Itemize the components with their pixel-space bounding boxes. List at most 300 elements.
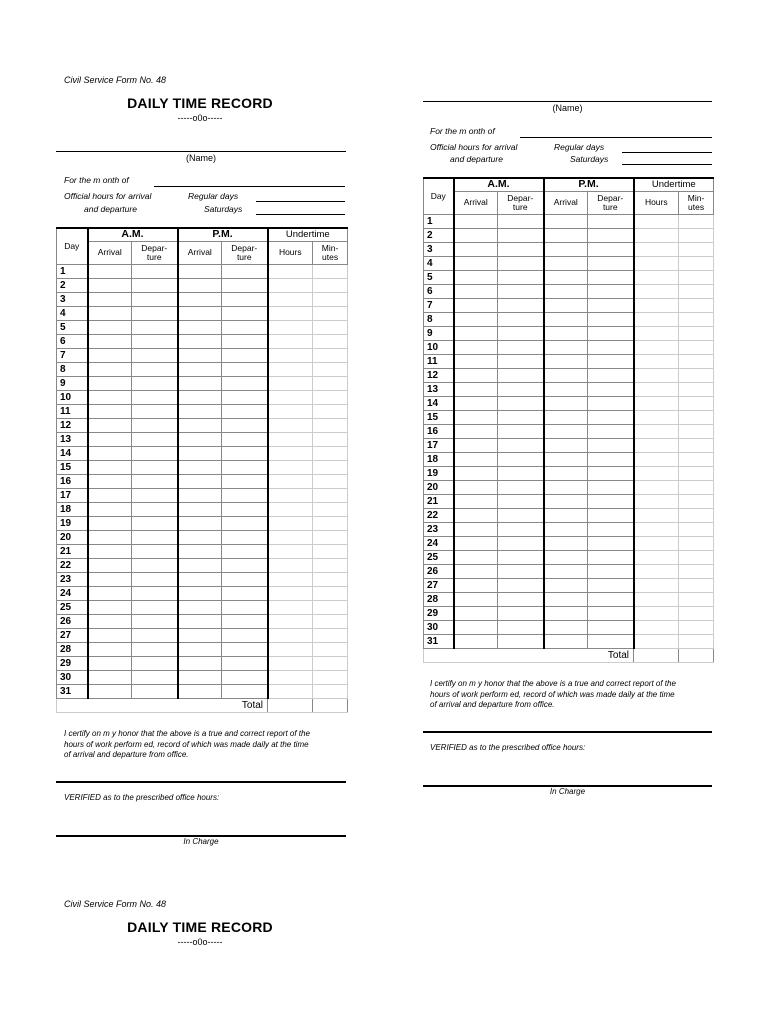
am-departure-cell[interactable] xyxy=(132,446,178,460)
total-hours-cell[interactable] xyxy=(634,648,679,662)
am-arrival-cell[interactable] xyxy=(88,628,132,642)
undertime-minutes-cell[interactable] xyxy=(313,642,348,656)
pm-departure-cell[interactable] xyxy=(222,530,268,544)
undertime-hours-cell[interactable] xyxy=(268,418,313,432)
undertime-minutes-cell[interactable] xyxy=(313,488,348,502)
pm-arrival-cell[interactable] xyxy=(544,298,588,312)
am-arrival-cell[interactable] xyxy=(454,620,498,634)
am-arrival-cell[interactable] xyxy=(88,684,132,698)
undertime-minutes-cell[interactable] xyxy=(679,340,714,354)
undertime-hours-cell[interactable] xyxy=(268,390,313,404)
pm-arrival-cell[interactable] xyxy=(544,564,588,578)
pm-departure-cell[interactable] xyxy=(588,606,634,620)
pm-departure-cell[interactable] xyxy=(588,312,634,326)
am-departure-cell[interactable] xyxy=(132,670,178,684)
am-arrival-cell[interactable] xyxy=(88,404,132,418)
undertime-minutes-cell[interactable] xyxy=(313,404,348,418)
am-arrival-cell[interactable] xyxy=(454,298,498,312)
total-minutes-cell[interactable] xyxy=(679,648,714,662)
am-departure-cell[interactable] xyxy=(132,292,178,306)
undertime-hours-cell[interactable] xyxy=(634,382,679,396)
pm-departure-cell[interactable] xyxy=(222,362,268,376)
name-line[interactable] xyxy=(56,151,346,152)
pm-departure-cell[interactable] xyxy=(588,578,634,592)
pm-departure-cell[interactable] xyxy=(222,628,268,642)
am-arrival-cell[interactable] xyxy=(454,634,498,648)
regular-days-line[interactable] xyxy=(256,201,345,202)
pm-arrival-cell[interactable] xyxy=(178,404,222,418)
am-departure-cell[interactable] xyxy=(132,460,178,474)
undertime-minutes-cell[interactable] xyxy=(679,620,714,634)
pm-arrival-cell[interactable] xyxy=(178,628,222,642)
pm-arrival-cell[interactable] xyxy=(178,684,222,698)
undertime-hours-cell[interactable] xyxy=(634,368,679,382)
undertime-hours-cell[interactable] xyxy=(268,488,313,502)
undertime-hours-cell[interactable] xyxy=(268,586,313,600)
undertime-hours-cell[interactable] xyxy=(634,326,679,340)
undertime-minutes-cell[interactable] xyxy=(313,348,348,362)
am-arrival-cell[interactable] xyxy=(88,292,132,306)
pm-departure-cell[interactable] xyxy=(222,278,268,292)
undertime-minutes-cell[interactable] xyxy=(679,382,714,396)
undertime-hours-cell[interactable] xyxy=(268,460,313,474)
am-arrival-cell[interactable] xyxy=(454,424,498,438)
am-arrival-cell[interactable] xyxy=(88,460,132,474)
am-departure-cell[interactable] xyxy=(132,320,178,334)
pm-arrival-cell[interactable] xyxy=(544,228,588,242)
am-arrival-cell[interactable] xyxy=(88,530,132,544)
pm-departure-cell[interactable] xyxy=(588,466,634,480)
am-departure-cell[interactable] xyxy=(498,242,544,256)
am-departure-cell[interactable] xyxy=(132,516,178,530)
pm-arrival-cell[interactable] xyxy=(178,502,222,516)
pm-arrival-cell[interactable] xyxy=(544,620,588,634)
pm-arrival-cell[interactable] xyxy=(178,278,222,292)
undertime-hours-cell[interactable] xyxy=(634,494,679,508)
undertime-minutes-cell[interactable] xyxy=(313,614,348,628)
undertime-minutes-cell[interactable] xyxy=(679,228,714,242)
pm-departure-cell[interactable] xyxy=(588,592,634,606)
pm-arrival-cell[interactable] xyxy=(544,256,588,270)
undertime-hours-cell[interactable] xyxy=(268,502,313,516)
am-departure-cell[interactable] xyxy=(132,418,178,432)
pm-departure-cell[interactable] xyxy=(222,418,268,432)
am-departure-cell[interactable] xyxy=(132,278,178,292)
undertime-minutes-cell[interactable] xyxy=(679,354,714,368)
pm-departure-cell[interactable] xyxy=(222,348,268,362)
undertime-minutes-cell[interactable] xyxy=(313,334,348,348)
undertime-minutes-cell[interactable] xyxy=(313,376,348,390)
am-arrival-cell[interactable] xyxy=(88,614,132,628)
pm-departure-cell[interactable] xyxy=(588,242,634,256)
am-arrival-cell[interactable] xyxy=(88,572,132,586)
undertime-hours-cell[interactable] xyxy=(268,474,313,488)
am-departure-cell[interactable] xyxy=(498,620,544,634)
pm-arrival-cell[interactable] xyxy=(544,466,588,480)
undertime-minutes-cell[interactable] xyxy=(679,606,714,620)
undertime-minutes-cell[interactable] xyxy=(679,298,714,312)
undertime-hours-cell[interactable] xyxy=(634,606,679,620)
am-departure-cell[interactable] xyxy=(498,256,544,270)
pm-arrival-cell[interactable] xyxy=(178,348,222,362)
am-arrival-cell[interactable] xyxy=(88,586,132,600)
pm-arrival-cell[interactable] xyxy=(544,326,588,340)
pm-arrival-cell[interactable] xyxy=(544,340,588,354)
am-arrival-cell[interactable] xyxy=(454,354,498,368)
pm-departure-cell[interactable] xyxy=(588,536,634,550)
undertime-hours-cell[interactable] xyxy=(268,348,313,362)
pm-arrival-cell[interactable] xyxy=(544,424,588,438)
pm-arrival-cell[interactable] xyxy=(544,382,588,396)
pm-departure-cell[interactable] xyxy=(222,642,268,656)
undertime-minutes-cell[interactable] xyxy=(679,452,714,466)
pm-arrival-cell[interactable] xyxy=(178,670,222,684)
am-arrival-cell[interactable] xyxy=(454,536,498,550)
am-departure-cell[interactable] xyxy=(132,432,178,446)
undertime-hours-cell[interactable] xyxy=(268,292,313,306)
am-arrival-cell[interactable] xyxy=(454,452,498,466)
am-arrival-cell[interactable] xyxy=(454,564,498,578)
am-arrival-cell[interactable] xyxy=(454,368,498,382)
am-arrival-cell[interactable] xyxy=(88,334,132,348)
undertime-minutes-cell[interactable] xyxy=(313,558,348,572)
pm-departure-cell[interactable] xyxy=(588,564,634,578)
undertime-hours-cell[interactable] xyxy=(268,614,313,628)
pm-arrival-cell[interactable] xyxy=(178,362,222,376)
am-arrival-cell[interactable] xyxy=(88,306,132,320)
undertime-hours-cell[interactable] xyxy=(634,550,679,564)
pm-departure-cell[interactable] xyxy=(222,502,268,516)
undertime-hours-cell[interactable] xyxy=(634,312,679,326)
pm-departure-cell[interactable] xyxy=(588,228,634,242)
pm-arrival-cell[interactable] xyxy=(178,530,222,544)
am-arrival-cell[interactable] xyxy=(454,214,498,228)
undertime-minutes-cell[interactable] xyxy=(679,256,714,270)
undertime-hours-cell[interactable] xyxy=(634,578,679,592)
am-departure-cell[interactable] xyxy=(498,550,544,564)
pm-departure-cell[interactable] xyxy=(222,460,268,474)
am-arrival-cell[interactable] xyxy=(454,522,498,536)
pm-departure-cell[interactable] xyxy=(588,270,634,284)
undertime-minutes-cell[interactable] xyxy=(679,578,714,592)
am-departure-cell[interactable] xyxy=(498,634,544,648)
pm-arrival-cell[interactable] xyxy=(544,354,588,368)
undertime-minutes-cell[interactable] xyxy=(679,550,714,564)
month-line[interactable] xyxy=(154,186,345,187)
am-arrival-cell[interactable] xyxy=(88,642,132,656)
pm-arrival-cell[interactable] xyxy=(178,292,222,306)
pm-departure-cell[interactable] xyxy=(588,634,634,648)
pm-arrival-cell[interactable] xyxy=(544,634,588,648)
undertime-hours-cell[interactable] xyxy=(268,516,313,530)
pm-arrival-cell[interactable] xyxy=(178,306,222,320)
pm-departure-cell[interactable] xyxy=(222,334,268,348)
am-departure-cell[interactable] xyxy=(498,298,544,312)
undertime-minutes-cell[interactable] xyxy=(313,432,348,446)
am-arrival-cell[interactable] xyxy=(454,340,498,354)
employee-signature-line[interactable] xyxy=(56,781,346,783)
undertime-minutes-cell[interactable] xyxy=(313,684,348,698)
pm-arrival-cell[interactable] xyxy=(178,642,222,656)
undertime-minutes-cell[interactable] xyxy=(313,446,348,460)
undertime-hours-cell[interactable] xyxy=(634,466,679,480)
pm-arrival-cell[interactable] xyxy=(544,536,588,550)
am-arrival-cell[interactable] xyxy=(88,376,132,390)
pm-arrival-cell[interactable] xyxy=(178,572,222,586)
am-arrival-cell[interactable] xyxy=(88,278,132,292)
name-line-right[interactable] xyxy=(423,101,712,102)
pm-departure-cell[interactable] xyxy=(222,586,268,600)
pm-departure-cell[interactable] xyxy=(222,684,268,698)
undertime-minutes-cell[interactable] xyxy=(679,368,714,382)
undertime-hours-cell[interactable] xyxy=(634,270,679,284)
undertime-minutes-cell[interactable] xyxy=(313,460,348,474)
am-departure-cell[interactable] xyxy=(132,264,178,278)
employee-signature-line-right[interactable] xyxy=(423,731,712,733)
pm-arrival-cell[interactable] xyxy=(544,396,588,410)
undertime-hours-cell[interactable] xyxy=(634,452,679,466)
am-departure-cell[interactable] xyxy=(498,326,544,340)
am-arrival-cell[interactable] xyxy=(88,488,132,502)
undertime-hours-cell[interactable] xyxy=(268,362,313,376)
am-departure-cell[interactable] xyxy=(498,368,544,382)
undertime-hours-cell[interactable] xyxy=(268,278,313,292)
undertime-hours-cell[interactable] xyxy=(268,376,313,390)
undertime-hours-cell[interactable] xyxy=(268,572,313,586)
pm-arrival-cell[interactable] xyxy=(544,606,588,620)
pm-departure-cell[interactable] xyxy=(588,508,634,522)
undertime-hours-cell[interactable] xyxy=(634,410,679,424)
undertime-hours-cell[interactable] xyxy=(268,530,313,544)
am-departure-cell[interactable] xyxy=(132,642,178,656)
pm-arrival-cell[interactable] xyxy=(544,242,588,256)
am-departure-cell[interactable] xyxy=(498,396,544,410)
am-arrival-cell[interactable] xyxy=(88,432,132,446)
undertime-minutes-cell[interactable] xyxy=(679,508,714,522)
total-hours-cell[interactable] xyxy=(268,698,313,712)
undertime-hours-cell[interactable] xyxy=(268,628,313,642)
am-departure-cell[interactable] xyxy=(498,214,544,228)
undertime-hours-cell[interactable] xyxy=(634,522,679,536)
pm-departure-cell[interactable] xyxy=(222,670,268,684)
undertime-minutes-cell[interactable] xyxy=(313,292,348,306)
pm-departure-cell[interactable] xyxy=(588,620,634,634)
undertime-minutes-cell[interactable] xyxy=(313,264,348,278)
am-arrival-cell[interactable] xyxy=(88,670,132,684)
undertime-minutes-cell[interactable] xyxy=(679,480,714,494)
undertime-minutes-cell[interactable] xyxy=(679,438,714,452)
pm-arrival-cell[interactable] xyxy=(544,270,588,284)
pm-arrival-cell[interactable] xyxy=(544,522,588,536)
undertime-hours-cell[interactable] xyxy=(268,306,313,320)
undertime-hours-cell[interactable] xyxy=(268,670,313,684)
am-departure-cell[interactable] xyxy=(132,530,178,544)
am-departure-cell[interactable] xyxy=(498,494,544,508)
undertime-hours-cell[interactable] xyxy=(268,432,313,446)
undertime-hours-cell[interactable] xyxy=(634,354,679,368)
undertime-minutes-cell[interactable] xyxy=(679,410,714,424)
pm-departure-cell[interactable] xyxy=(588,284,634,298)
am-arrival-cell[interactable] xyxy=(454,270,498,284)
undertime-hours-cell[interactable] xyxy=(634,508,679,522)
undertime-hours-cell[interactable] xyxy=(634,242,679,256)
pm-departure-cell[interactable] xyxy=(222,376,268,390)
undertime-hours-cell[interactable] xyxy=(634,298,679,312)
am-departure-cell[interactable] xyxy=(498,564,544,578)
am-departure-cell[interactable] xyxy=(498,382,544,396)
am-departure-cell[interactable] xyxy=(498,270,544,284)
undertime-minutes-cell[interactable] xyxy=(679,522,714,536)
am-departure-cell[interactable] xyxy=(132,656,178,670)
saturdays-line-right[interactable] xyxy=(622,164,712,165)
am-departure-cell[interactable] xyxy=(132,404,178,418)
pm-arrival-cell[interactable] xyxy=(544,214,588,228)
am-arrival-cell[interactable] xyxy=(88,362,132,376)
total-minutes-cell[interactable] xyxy=(313,698,348,712)
am-departure-cell[interactable] xyxy=(498,340,544,354)
am-departure-cell[interactable] xyxy=(498,508,544,522)
undertime-minutes-cell[interactable] xyxy=(679,634,714,648)
am-departure-cell[interactable] xyxy=(132,502,178,516)
regular-days-line-right[interactable] xyxy=(622,152,712,153)
pm-arrival-cell[interactable] xyxy=(178,460,222,474)
pm-departure-cell[interactable] xyxy=(222,264,268,278)
undertime-hours-cell[interactable] xyxy=(634,620,679,634)
pm-arrival-cell[interactable] xyxy=(544,578,588,592)
undertime-hours-cell[interactable] xyxy=(634,480,679,494)
undertime-minutes-cell[interactable] xyxy=(679,326,714,340)
am-arrival-cell[interactable] xyxy=(88,502,132,516)
pm-departure-cell[interactable] xyxy=(222,292,268,306)
am-departure-cell[interactable] xyxy=(132,684,178,698)
pm-departure-cell[interactable] xyxy=(588,396,634,410)
am-departure-cell[interactable] xyxy=(132,362,178,376)
undertime-hours-cell[interactable] xyxy=(634,340,679,354)
undertime-hours-cell[interactable] xyxy=(268,264,313,278)
am-arrival-cell[interactable] xyxy=(454,410,498,424)
undertime-minutes-cell[interactable] xyxy=(679,312,714,326)
undertime-hours-cell[interactable] xyxy=(634,536,679,550)
pm-departure-cell[interactable] xyxy=(222,558,268,572)
undertime-hours-cell[interactable] xyxy=(634,592,679,606)
pm-arrival-cell[interactable] xyxy=(544,410,588,424)
am-arrival-cell[interactable] xyxy=(454,578,498,592)
am-arrival-cell[interactable] xyxy=(454,284,498,298)
undertime-hours-cell[interactable] xyxy=(634,438,679,452)
pm-arrival-cell[interactable] xyxy=(544,438,588,452)
pm-arrival-cell[interactable] xyxy=(178,516,222,530)
undertime-minutes-cell[interactable] xyxy=(679,396,714,410)
pm-departure-cell[interactable] xyxy=(222,390,268,404)
undertime-hours-cell[interactable] xyxy=(634,214,679,228)
undertime-minutes-cell[interactable] xyxy=(679,536,714,550)
undertime-minutes-cell[interactable] xyxy=(679,592,714,606)
pm-departure-cell[interactable] xyxy=(222,544,268,558)
am-arrival-cell[interactable] xyxy=(88,600,132,614)
pm-departure-cell[interactable] xyxy=(588,326,634,340)
pm-departure-cell[interactable] xyxy=(222,446,268,460)
undertime-minutes-cell[interactable] xyxy=(313,544,348,558)
am-arrival-cell[interactable] xyxy=(88,656,132,670)
pm-arrival-cell[interactable] xyxy=(544,550,588,564)
month-line-right[interactable] xyxy=(520,137,712,138)
pm-departure-cell[interactable] xyxy=(222,614,268,628)
undertime-hours-cell[interactable] xyxy=(268,404,313,418)
pm-departure-cell[interactable] xyxy=(588,550,634,564)
am-arrival-cell[interactable] xyxy=(88,558,132,572)
undertime-hours-cell[interactable] xyxy=(268,544,313,558)
am-departure-cell[interactable] xyxy=(498,410,544,424)
pm-arrival-cell[interactable] xyxy=(544,368,588,382)
am-departure-cell[interactable] xyxy=(132,474,178,488)
pm-arrival-cell[interactable] xyxy=(178,320,222,334)
undertime-minutes-cell[interactable] xyxy=(679,466,714,480)
am-arrival-cell[interactable] xyxy=(454,606,498,620)
undertime-minutes-cell[interactable] xyxy=(313,418,348,432)
undertime-minutes-cell[interactable] xyxy=(313,572,348,586)
undertime-hours-cell[interactable] xyxy=(634,284,679,298)
am-departure-cell[interactable] xyxy=(132,306,178,320)
pm-departure-cell[interactable] xyxy=(588,382,634,396)
am-departure-cell[interactable] xyxy=(132,628,178,642)
undertime-minutes-cell[interactable] xyxy=(313,656,348,670)
undertime-minutes-cell[interactable] xyxy=(313,320,348,334)
undertime-minutes-cell[interactable] xyxy=(313,586,348,600)
am-departure-cell[interactable] xyxy=(498,354,544,368)
am-departure-cell[interactable] xyxy=(498,312,544,326)
pm-arrival-cell[interactable] xyxy=(544,592,588,606)
am-arrival-cell[interactable] xyxy=(454,438,498,452)
am-arrival-cell[interactable] xyxy=(454,256,498,270)
undertime-minutes-cell[interactable] xyxy=(313,306,348,320)
am-arrival-cell[interactable] xyxy=(454,396,498,410)
pm-departure-cell[interactable] xyxy=(222,404,268,418)
pm-departure-cell[interactable] xyxy=(588,480,634,494)
pm-arrival-cell[interactable] xyxy=(178,390,222,404)
am-arrival-cell[interactable] xyxy=(88,418,132,432)
pm-departure-cell[interactable] xyxy=(588,494,634,508)
am-departure-cell[interactable] xyxy=(498,424,544,438)
am-arrival-cell[interactable] xyxy=(454,466,498,480)
am-arrival-cell[interactable] xyxy=(88,446,132,460)
undertime-minutes-cell[interactable] xyxy=(313,474,348,488)
am-departure-cell[interactable] xyxy=(132,600,178,614)
am-departure-cell[interactable] xyxy=(132,334,178,348)
pm-arrival-cell[interactable] xyxy=(178,488,222,502)
pm-arrival-cell[interactable] xyxy=(544,312,588,326)
am-departure-cell[interactable] xyxy=(132,488,178,502)
pm-arrival-cell[interactable] xyxy=(178,656,222,670)
am-arrival-cell[interactable] xyxy=(454,312,498,326)
am-arrival-cell[interactable] xyxy=(88,516,132,530)
undertime-minutes-cell[interactable] xyxy=(679,214,714,228)
pm-departure-cell[interactable] xyxy=(588,522,634,536)
pm-arrival-cell[interactable] xyxy=(178,264,222,278)
pm-arrival-cell[interactable] xyxy=(544,494,588,508)
undertime-hours-cell[interactable] xyxy=(268,600,313,614)
am-departure-cell[interactable] xyxy=(132,558,178,572)
pm-departure-cell[interactable] xyxy=(222,306,268,320)
pm-arrival-cell[interactable] xyxy=(178,586,222,600)
undertime-minutes-cell[interactable] xyxy=(679,284,714,298)
undertime-minutes-cell[interactable] xyxy=(313,628,348,642)
undertime-minutes-cell[interactable] xyxy=(313,502,348,516)
pm-arrival-cell[interactable] xyxy=(178,418,222,432)
undertime-minutes-cell[interactable] xyxy=(679,424,714,438)
am-departure-cell[interactable] xyxy=(132,586,178,600)
am-arrival-cell[interactable] xyxy=(88,390,132,404)
am-arrival-cell[interactable] xyxy=(88,544,132,558)
